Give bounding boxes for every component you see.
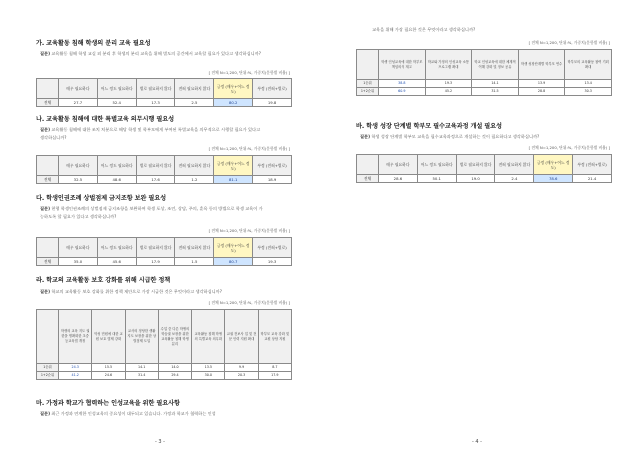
cell-value: 20.3 — [225, 372, 258, 380]
column-header: 매우 필요하다 — [379, 155, 418, 175]
column-header: 전혀 필요하지 않다 — [495, 155, 534, 175]
row-label: 전체 — [37, 176, 59, 184]
question-body: 교육활동 침해에 대한 조치 처분으로 해당 학생 및 학부모에게 부여된 특별교육을 의무적으로 시행할 필요가 있다고 생각하십니까? — [40, 127, 261, 140]
column-header: 어느 정도 필요하다 — [97, 238, 136, 258]
page-number: - 4 - — [472, 439, 482, 445]
cell-value: 28.6 — [379, 175, 418, 183]
column-header: 악성 민원에 대한 교원 보호 법제 강화 — [92, 310, 125, 364]
table-note: [ 전체 N=1,200, 단위:%, 가중치(문항별 비율) ] — [208, 146, 290, 151]
table-note: [ 전체 N=1,200, 단위:%, 가중치(문항별 비율) ] — [208, 300, 290, 305]
question-body: 최근 가정과 연계한 인성교육의 중요성이 대두되고 있습니다. 가정과 학교가 협력하는 인성 — [51, 411, 216, 416]
cell-value: 13.5 — [192, 364, 225, 372]
cell-value: 2.4 — [495, 175, 534, 183]
row-label: 1순위 — [357, 80, 379, 88]
column-header: 전혀 필요하지 않다 — [175, 156, 214, 176]
row-label: 전체 — [37, 99, 59, 107]
column-header: 교사의 정당한 생활지도 보장을 위한 상벌점제 도입 — [125, 310, 158, 364]
cell-value: 50.1 — [417, 175, 456, 183]
cell-value: 1.2 — [175, 176, 214, 184]
cell-value: 32.5 — [59, 176, 98, 184]
cell-value: 27.7 — [59, 99, 98, 107]
row-label: 1+2순위 — [37, 372, 59, 380]
table-row — [357, 175, 612, 183]
question-body: 학생 성장 단계별 학부모 교육을 필수교육과정으로 개설하는 것이 필요하다고 생각하십니까? — [371, 134, 540, 139]
cell-value: 17.9 — [136, 258, 175, 266]
cell-value: 13.9 — [518, 80, 565, 88]
cell-value: 31.5 — [472, 88, 519, 96]
section-heading: 나. 교육활동 침해에 대한 특별교육 의무시행 필요성 — [36, 116, 174, 123]
column-header: 긍정 (매우+어느 정도) — [214, 238, 253, 258]
cell-value: 80.7 — [214, 258, 253, 266]
cell-value: 45.2 — [425, 88, 472, 96]
table-row — [37, 176, 292, 184]
column-header: 긍정 (매우+어느 정도) — [534, 155, 573, 175]
cell-value: 19.8 — [253, 99, 292, 107]
table-row — [37, 372, 292, 380]
column-header: 긍정 (매우+어느 정도) — [214, 79, 253, 99]
table-note: [ 전체 N=1,200, 단위:%, 가중치(문항별 비율) ] — [528, 40, 610, 45]
column-header: 어느 정도 필요하다 — [417, 155, 456, 175]
result-table — [356, 154, 612, 183]
column-header: 전혀 필요하지 않다 — [175, 79, 214, 99]
corner-cell — [37, 79, 59, 99]
section-heading: 바. 학생 성장 단계별 학부모 필수교육과정 개설 필요성 — [356, 123, 502, 130]
question-text — [40, 288, 295, 296]
table-row — [37, 364, 292, 372]
result-table — [356, 49, 612, 96]
cell-value: 30.3 — [565, 88, 612, 96]
table-row — [357, 80, 612, 88]
cell-value: 45.6 — [97, 258, 136, 266]
column-header: 학부모의 교육활동 참여 기회 확대 — [565, 50, 612, 80]
cell-value: 14.1 — [472, 80, 519, 88]
column-header: 교권 전보사 업 및 전문 인력 지원 확대 — [225, 310, 258, 364]
cell-value: 30.0 — [192, 372, 225, 380]
right-page — [320, 0, 640, 453]
column-header: 별로 필요하지 않다 — [136, 156, 175, 176]
column-header: 부정 (전혀+별로) — [253, 238, 292, 258]
table-row — [37, 99, 292, 107]
cell-value: 41.2 — [59, 372, 92, 380]
column-header: 수업 중 다른 학생의 학습권 보장을 위한 교육활동 침해 학생 분리 — [158, 310, 191, 364]
row-label: 1순위 — [37, 364, 59, 372]
column-header: 학교와 가정의 인성교육 소통 프로그램 확대 — [425, 50, 472, 80]
corner-cell — [37, 238, 59, 258]
cell-value: 24.6 — [92, 372, 125, 380]
cell-value: 38.8 — [379, 80, 426, 88]
cell-value: 60.9 — [379, 88, 426, 96]
question-text — [40, 410, 295, 418]
cell-value: 18.9 — [253, 176, 292, 184]
row-label: 전체 — [357, 175, 379, 183]
column-header: 교육활동 침해 학생의 특별교육 의무화 — [192, 310, 225, 364]
column-header: 어느 정도 필요하다 — [97, 156, 136, 176]
column-header: 부정 (전혀+별로) — [573, 155, 612, 175]
cell-value: 8.7 — [258, 364, 291, 372]
question-tag: 질문) — [40, 51, 51, 56]
column-header: 어느 정도 필요하다 — [97, 79, 136, 99]
table-note: [ 전체 N=1,200, 단위:%, 가중치(문항별 비율) ] — [208, 228, 290, 233]
column-header: 학생의 교육 지도 권한을 명확화한 초중등교육법 개정 — [59, 310, 92, 364]
table-row — [37, 258, 292, 266]
result-table — [36, 78, 292, 107]
cell-value: 24.3 — [59, 364, 92, 372]
cell-value: 29.4 — [158, 372, 191, 380]
column-header: 별로 필요하지 않다 — [136, 238, 175, 258]
question-text — [40, 126, 265, 142]
column-header: 매우 필요하다 — [59, 79, 98, 99]
column-header: 학교 인성교육에 대한 체계적 이해 강화 및 정보 공유 — [472, 50, 519, 80]
cell-value: 28.8 — [518, 88, 565, 96]
question-tag: 질문) — [40, 127, 51, 132]
table-note: [ 전체 N=1,200, 단위:%, 가중치(문항별 비율) ] — [528, 145, 610, 150]
corner-cell — [37, 310, 59, 364]
result-table — [36, 155, 292, 184]
cell-value: 21.4 — [573, 175, 612, 183]
page-number: - 3 - — [155, 439, 165, 445]
column-header: 학생 인성교육에 대한 학부모 책임의식 재고 — [379, 50, 426, 80]
column-header: 별로 필요하지 않다 — [136, 79, 175, 99]
result-table — [36, 309, 292, 380]
column-header: 매우 필요하다 — [59, 156, 98, 176]
cell-value: 2.5 — [175, 99, 214, 107]
question-tag: 질문) — [40, 411, 51, 416]
column-header: 부정 (전혀+별로) — [253, 79, 292, 99]
cell-value: 13.4 — [565, 80, 612, 88]
row-label: 전체 — [37, 258, 59, 266]
column-header: 학생 성장단계별 학부모 연수 — [518, 50, 565, 80]
cell-value: 81.1 — [214, 176, 253, 184]
cell-value: 14.1 — [125, 364, 158, 372]
cell-value: 19.3 — [425, 80, 472, 88]
question-text — [40, 50, 265, 58]
corner-cell — [357, 155, 379, 175]
cell-value: 78.6 — [534, 175, 573, 183]
cell-value: 19.0 — [456, 175, 495, 183]
cell-value: 1.5 — [175, 258, 214, 266]
question-body: 학교의 교육활동 보호 강화를 위한 정책 제안으로 가장 시급한 것은 무엇이라고 생각하십니까? — [51, 289, 222, 294]
column-header: 부정 (전혀+별로) — [253, 156, 292, 176]
cell-value: 80.2 — [214, 99, 253, 107]
cell-value: 9.9 — [225, 364, 258, 372]
section-heading: 라. 학교의 교육활동 보호 강화를 위해 시급한 정책 — [36, 277, 171, 284]
column-header: 긍정 (매우+어느 정도) — [214, 156, 253, 176]
column-header: 전혀 필요하지 않다 — [175, 238, 214, 258]
table-note: [ 전체 N=1,200, 단위:%, 가중치(문항별 비율) ] — [208, 70, 290, 75]
question-tag: 질문) — [40, 289, 51, 294]
cell-value: 17.6 — [136, 176, 175, 184]
result-table — [36, 237, 292, 266]
corner-cell — [37, 156, 59, 176]
cell-value: 31.4 — [125, 372, 158, 380]
question-continuation: 교육을 위해 가장 필요한 것은 무엇이라고 생각하십니까? — [372, 27, 476, 32]
cell-value: 17.9 — [258, 372, 291, 380]
question-tag: 질문) — [40, 206, 51, 211]
section-heading: 가. 교육활동 침해 학생의 분리 교육 필요성 — [36, 40, 151, 47]
cell-value: 19.3 — [253, 258, 292, 266]
cell-value: 17.3 — [136, 99, 175, 107]
question-body: 교육활동 침해 학생 교실 외 분리 후 학생의 분리 교육을 위해 별도의 공간에서 교육할 필요가 있다고 생각하십니까? — [51, 51, 261, 56]
column-header: 매우 필요하다 — [59, 238, 98, 258]
cell-value: 14.0 — [158, 364, 191, 372]
question-tag: 질문) — [360, 134, 371, 139]
question-body: 현행 학생인권조례의 상벌점제 금지조항을 보완하여 학생 포상, 조언, 상담, 주의, 훈육 등의 방법으로 학생 교육이 가능하도록 할 필요가 있다고 생각하십니까? — [40, 206, 263, 219]
column-header: 별로 필요하지 않다 — [456, 155, 495, 175]
cell-value: 15.5 — [92, 364, 125, 372]
section-heading: 마. 가정과 학교가 협력하는 인성교육을 위한 필요사항 — [36, 400, 180, 407]
cell-value: 35.0 — [59, 258, 98, 266]
cell-value: 52.4 — [97, 99, 136, 107]
corner-cell — [357, 50, 379, 80]
question-text — [40, 205, 265, 221]
column-header: 학부모 교육 강화 및 교원 상담 지원 — [258, 310, 291, 364]
row-label: 1+2순위 — [357, 88, 379, 96]
cell-value: 48.6 — [97, 176, 136, 184]
section-heading: 다. 학생인권조례 상벌점제 금지조항 보완 필요성 — [36, 195, 167, 202]
question-text — [360, 133, 615, 141]
table-row — [357, 88, 612, 96]
